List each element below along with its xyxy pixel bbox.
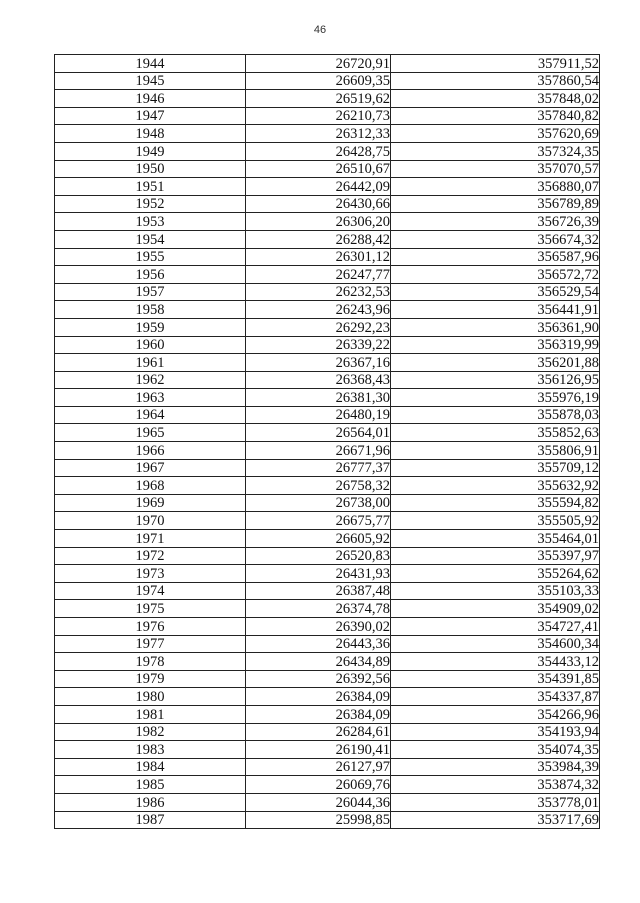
value-cell-2: 356441,91 — [391, 301, 600, 319]
year-cell: 1944 — [55, 55, 246, 73]
value-cell-1: 26510,67 — [246, 160, 391, 178]
value-cell-1: 26720,91 — [246, 55, 391, 73]
table-row — [55, 160, 600, 178]
value-cell-2: 357840,82 — [391, 107, 600, 125]
year-cell: 1965 — [55, 424, 246, 442]
value-cell-2: 357911,52 — [391, 55, 600, 73]
year-cell: 1987 — [55, 811, 246, 829]
value-cell-2: 357860,54 — [391, 72, 600, 90]
table-row — [55, 178, 600, 196]
table-row — [55, 107, 600, 125]
value-cell-1: 26430,66 — [246, 195, 391, 213]
value-cell-2: 357620,69 — [391, 125, 600, 143]
table-row — [55, 354, 600, 372]
table-row — [55, 213, 600, 231]
year-cell: 1970 — [55, 512, 246, 530]
value-cell-2: 353874,32 — [391, 776, 600, 794]
table-row — [55, 547, 600, 565]
value-cell-1: 26434,89 — [246, 653, 391, 671]
value-cell-1: 26247,77 — [246, 266, 391, 284]
value-cell-1: 26609,35 — [246, 72, 391, 90]
table-row — [55, 530, 600, 548]
year-cell: 1981 — [55, 705, 246, 723]
value-cell-1: 26387,48 — [246, 582, 391, 600]
value-cell-1: 26443,36 — [246, 635, 391, 653]
table-row — [55, 142, 600, 160]
value-cell-2: 356572,72 — [391, 266, 600, 284]
value-cell-2: 355505,92 — [391, 512, 600, 530]
value-cell-2: 355806,91 — [391, 442, 600, 460]
year-cell: 1984 — [55, 758, 246, 776]
year-cell: 1979 — [55, 670, 246, 688]
value-cell-1: 26374,78 — [246, 600, 391, 618]
value-cell-2: 354909,02 — [391, 600, 600, 618]
year-cell: 1983 — [55, 741, 246, 759]
table-row — [55, 582, 600, 600]
table-row — [55, 318, 600, 336]
year-cell: 1972 — [55, 547, 246, 565]
year-cell: 1971 — [55, 530, 246, 548]
value-cell-2: 355852,63 — [391, 424, 600, 442]
table-row — [55, 758, 600, 776]
table-row — [55, 248, 600, 266]
page-number: 46 — [313, 24, 327, 36]
year-cell: 1969 — [55, 494, 246, 512]
value-cell-1: 26519,62 — [246, 90, 391, 108]
value-cell-1: 26738,00 — [246, 494, 391, 512]
value-cell-1: 26777,37 — [246, 459, 391, 477]
value-cell-1: 26127,97 — [246, 758, 391, 776]
value-cell-1: 26390,02 — [246, 618, 391, 636]
table-row — [55, 705, 600, 723]
table-body — [55, 55, 600, 829]
value-cell-2: 356880,07 — [391, 178, 600, 196]
value-cell-1: 26368,43 — [246, 371, 391, 389]
value-cell-1: 26367,16 — [246, 354, 391, 372]
year-cell: 1978 — [55, 653, 246, 671]
year-cell: 1945 — [55, 72, 246, 90]
year-cell: 1946 — [55, 90, 246, 108]
value-cell-1: 26671,96 — [246, 442, 391, 460]
table-row — [55, 90, 600, 108]
year-cell: 1949 — [55, 142, 246, 160]
value-cell-2: 356726,39 — [391, 213, 600, 231]
value-cell-1: 26428,75 — [246, 142, 391, 160]
value-cell-2: 355103,33 — [391, 582, 600, 600]
value-cell-1: 26210,73 — [246, 107, 391, 125]
table-row — [55, 653, 600, 671]
value-cell-2: 354433,12 — [391, 653, 600, 671]
value-cell-1: 26675,77 — [246, 512, 391, 530]
value-cell-2: 353717,69 — [391, 811, 600, 829]
year-cell: 1959 — [55, 318, 246, 336]
table-row — [55, 72, 600, 90]
value-cell-1: 26284,61 — [246, 723, 391, 741]
value-cell-1: 26306,20 — [246, 213, 391, 231]
year-cell: 1953 — [55, 213, 246, 231]
table-row — [55, 565, 600, 583]
year-cell: 1960 — [55, 336, 246, 354]
value-cell-2: 356587,96 — [391, 248, 600, 266]
table-row — [55, 723, 600, 741]
table-row — [55, 512, 600, 530]
value-cell-2: 357848,02 — [391, 90, 600, 108]
year-cell: 1974 — [55, 582, 246, 600]
table-row — [55, 618, 600, 636]
value-cell-1: 26292,23 — [246, 318, 391, 336]
value-cell-2: 355594,82 — [391, 494, 600, 512]
value-cell-1: 26190,41 — [246, 741, 391, 759]
year-cell: 1952 — [55, 195, 246, 213]
value-cell-1: 26288,42 — [246, 230, 391, 248]
table-row — [55, 336, 600, 354]
value-cell-1: 26243,96 — [246, 301, 391, 319]
table-row — [55, 741, 600, 759]
value-cell-2: 353984,39 — [391, 758, 600, 776]
year-cell: 1967 — [55, 459, 246, 477]
year-cell: 1954 — [55, 230, 246, 248]
year-cell: 1977 — [55, 635, 246, 653]
table-row — [55, 776, 600, 794]
value-cell-1: 25998,85 — [246, 811, 391, 829]
table-row — [55, 406, 600, 424]
value-cell-2: 355397,97 — [391, 547, 600, 565]
year-cell: 1948 — [55, 125, 246, 143]
year-cell: 1950 — [55, 160, 246, 178]
year-cell: 1961 — [55, 354, 246, 372]
value-cell-2: 354727,41 — [391, 618, 600, 636]
value-cell-2: 354337,87 — [391, 688, 600, 706]
value-cell-2: 355264,62 — [391, 565, 600, 583]
table-row — [55, 793, 600, 811]
value-cell-2: 354193,94 — [391, 723, 600, 741]
value-cell-1: 26392,56 — [246, 670, 391, 688]
year-cell: 1973 — [55, 565, 246, 583]
value-cell-1: 26339,22 — [246, 336, 391, 354]
year-cell: 1947 — [55, 107, 246, 125]
year-cell: 1968 — [55, 477, 246, 495]
value-cell-1: 26384,09 — [246, 688, 391, 706]
table-row — [55, 477, 600, 495]
table-row — [55, 459, 600, 477]
value-cell-2: 354266,96 — [391, 705, 600, 723]
year-cell: 1951 — [55, 178, 246, 196]
value-cell-2: 355464,01 — [391, 530, 600, 548]
year-cell: 1980 — [55, 688, 246, 706]
value-cell-2: 356529,54 — [391, 283, 600, 301]
year-cell: 1962 — [55, 371, 246, 389]
value-cell-2: 357324,35 — [391, 142, 600, 160]
table-row — [55, 688, 600, 706]
value-cell-2: 356126,95 — [391, 371, 600, 389]
year-cell: 1976 — [55, 618, 246, 636]
table-row — [55, 283, 600, 301]
value-cell-1: 26442,09 — [246, 178, 391, 196]
value-cell-1: 26232,53 — [246, 283, 391, 301]
value-cell-1: 26044,36 — [246, 793, 391, 811]
value-cell-1: 26431,93 — [246, 565, 391, 583]
table-row — [55, 635, 600, 653]
table-row — [55, 55, 600, 73]
year-cell: 1975 — [55, 600, 246, 618]
value-cell-1: 26312,33 — [246, 125, 391, 143]
table-row — [55, 494, 600, 512]
table-row — [55, 195, 600, 213]
value-cell-2: 356319,99 — [391, 336, 600, 354]
value-cell-2: 353778,01 — [391, 793, 600, 811]
value-cell-1: 26069,76 — [246, 776, 391, 794]
value-cell-2: 355632,92 — [391, 477, 600, 495]
value-cell-1: 26480,19 — [246, 406, 391, 424]
value-cell-1: 26520,83 — [246, 547, 391, 565]
year-cell: 1986 — [55, 793, 246, 811]
table-row — [55, 371, 600, 389]
year-cell: 1982 — [55, 723, 246, 741]
value-cell-2: 355976,19 — [391, 389, 600, 407]
table-row — [55, 301, 600, 319]
year-cell: 1957 — [55, 283, 246, 301]
year-cell: 1964 — [55, 406, 246, 424]
value-cell-2: 356789,89 — [391, 195, 600, 213]
table-row — [55, 600, 600, 618]
value-cell-2: 356674,32 — [391, 230, 600, 248]
table-row — [55, 230, 600, 248]
value-cell-2: 355878,03 — [391, 406, 600, 424]
value-cell-2: 356201,88 — [391, 354, 600, 372]
value-cell-2: 356361,90 — [391, 318, 600, 336]
value-cell-1: 26564,01 — [246, 424, 391, 442]
year-cell: 1985 — [55, 776, 246, 794]
value-cell-1: 26301,12 — [246, 248, 391, 266]
value-cell-2: 357070,57 — [391, 160, 600, 178]
table-row — [55, 266, 600, 284]
table-row — [55, 811, 600, 829]
year-cell: 1966 — [55, 442, 246, 460]
table-row — [55, 424, 600, 442]
value-cell-2: 354600,34 — [391, 635, 600, 653]
data-table — [54, 54, 600, 829]
year-cell: 1958 — [55, 301, 246, 319]
value-cell-1: 26381,30 — [246, 389, 391, 407]
value-cell-2: 354391,85 — [391, 670, 600, 688]
table-row — [55, 125, 600, 143]
table-row — [55, 670, 600, 688]
value-cell-1: 26384,09 — [246, 705, 391, 723]
value-cell-2: 355709,12 — [391, 459, 600, 477]
year-cell: 1955 — [55, 248, 246, 266]
value-cell-1: 26605,92 — [246, 530, 391, 548]
year-cell: 1956 — [55, 266, 246, 284]
table-row — [55, 442, 600, 460]
value-cell-1: 26758,32 — [246, 477, 391, 495]
table-row — [55, 389, 600, 407]
value-cell-2: 354074,35 — [391, 741, 600, 759]
year-cell: 1963 — [55, 389, 246, 407]
